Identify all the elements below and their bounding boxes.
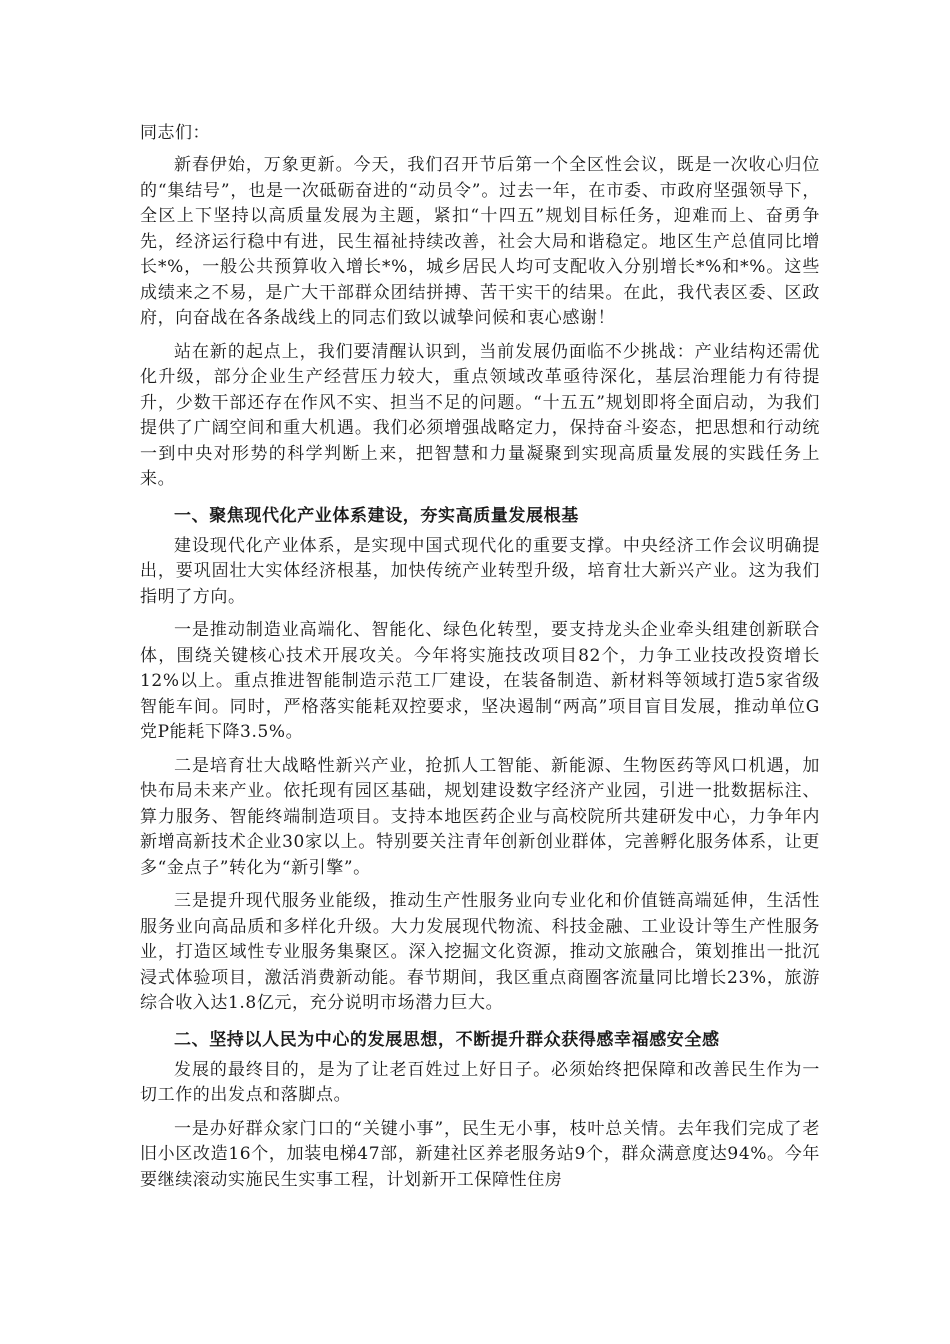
section-2-paragraph-1: 发展的最终目的，是为了让老百姓过上好日子。必须始终把保障和改善民生作为一切工作的出发点和落脚点。 (140, 1059, 820, 1105)
section-1-paragraph-3: 二是培育壮大战略性新兴产业，抢抓人工智能、新能源、生物医药等风口机遇，加快布局未来产业。依托现有园区基础，规划建设数字经济产业园，引进一批数据标注、算力服务、智能终端制造项目。支持本地医药企业与高校院所共建研发中心，力争年内新增高新技术企业30家以上。特别要关注青年创新创业群体，完善孵化服务体系，让更多“金点子”转化为“新引擎”。 (140, 755, 820, 878)
section-1-paragraph-1: 建设现代化产业体系，是实现中国式现代化的重要支撑。中央经济工作会议明确提出，要巩固壮大实体经济根基，加快传统产业转型升级，培育壮大新兴产业。这为我们指明了方向。 (140, 535, 820, 607)
section-2-paragraph-2: 一是办好群众家门口的“关键小事”，民生无小事，枝叶总关情。去年我们完成了老旧小区改造16个，加装电梯47部，新建社区养老服务站9个，群众满意度达94%。今年要继续滚动实施民生实事工程，计划新开工保障性住房 (140, 1118, 820, 1190)
section-1-paragraph-2: 一是推动制造业高端化、智能化、绿色化转型，要支持龙头企业牵头组建创新联合体，围绕关键核心技术开展攻关。今年将实施技改项目82个，力争工业技改投资增长12%以上。重点推进智能制造示范工厂建设，在装备制造、新材料等领域打造5家省级智能车间。同时，严格落实能耗双控要求，坚决遏制“两高”项目盲目发展，推动单位G党P能耗下降3.5%。 (140, 620, 820, 742)
section-2-heading: 二、坚持以人民为中心的发展思想，不断提升群众获得感幸福感安全感 (174, 1029, 720, 1050)
section-1-paragraph-4: 三是提升现代服务业能级，推动生产性服务业向专业化和价值链高端延伸，生活性服务业向高品质和多样化升级。大力发展现代物流、科技金融、工业设计等生产性服务业，打造区域性专业服务集聚区。深入挖掘文化资源，推动文旅融合，策划推出一批沉浸式体验项目，激活消费新动能。春节期间，我区重点商圈客流量同比增长23%，旅游综合收入达1.8亿元，充分说明市场潜力巨大。 (140, 891, 820, 1013)
salutation: 同志们： (140, 123, 210, 143)
intro-paragraph-1: 新春伊始，万象更新。今天，我们召开节后第一个全区性会议，既是一次收心归位的“集结号”，也是一次砥砺奋进的“动员令”。过去一年，在市委、市政府坚强领导下，全区上下坚持以高质量发展为主题，紧扣“十四五”规划目标任务，迎难而上、奋勇争先，经济运行稳中有进，民生福祉持续改善，社会大局和谐稳定。地区生产总值同比增长*%，一般公共预算收入增长*%，城乡居民人均可支配收入分别增长*%和*%。这些成绩来之不易，是广大干部群众团结拼搏、苦干实干的结果。在此，我代表区委、区政府，向奋战在各条战线上的同志们致以诚挚问候和衷心感谢！ (140, 155, 820, 328)
intro-paragraph-2: 站在新的起点上，我们要清醒认识到，当前发展仍面临不少挑战：产业结构还需优化升级，部分企业生产经营压力较大，重点领域改革亟待深化，基层治理能力有待提升，少数干部还存在作风不实、担当不足的问题。“十五五”规划即将全面启动，为我们提供了广阔空间和重大机遇。我们必须增强战略定力，保持奋斗姿态，把思想和行动统一到中央对形势的科学判断上来，把智慧和力量凝聚到实现高质量发展的实践任务上来。 (140, 341, 820, 489)
document-page (140, 118, 820, 1201)
section-1-heading: 一、聚焦现代化产业体系建设，夯实高质量发展根基 (174, 505, 579, 526)
